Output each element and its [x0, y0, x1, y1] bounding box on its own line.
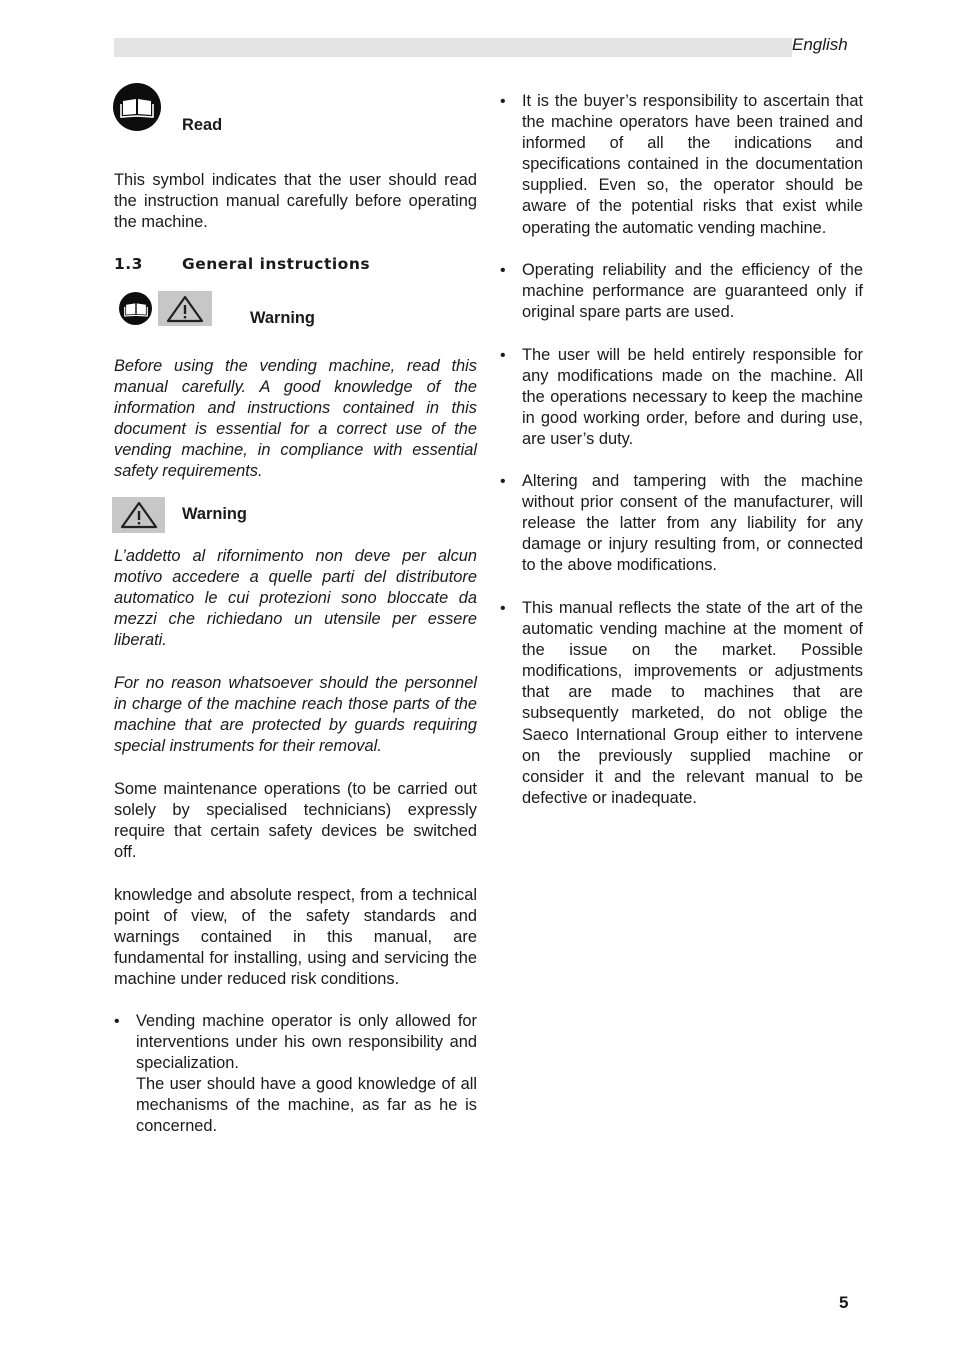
bullet-text: Vending machine operator is only allowed for interventions under his own responsibility and specialization. — [136, 1012, 477, 1073]
book-icon-glyph — [120, 96, 154, 118]
warning-label-1: Warning — [250, 309, 315, 327]
read-label: Read — [182, 116, 223, 134]
knowledge-text: knowledge and absolute respect, from a technical point of view, of the safety standards and warnings contained in this manual, are fundamental for installing, using and servicing the machine under reduced risk conditions. — [114, 886, 477, 989]
page-number: 5 — [839, 1293, 849, 1312]
warning-triangle-icon — [158, 291, 212, 326]
bullet-text: It is the buyer’s responsibility to ascertain that the machine operators have been trained and informed of all the indications and specifications contained in the documentation supplied. Even so, the operator should be aware of the potential risks that exist while operating the automatic vending machine. — [522, 92, 863, 237]
bullet-text-continued: The user should have a good knowledge of all mechanisms of the machine, as far as he is concerned. — [136, 1075, 477, 1136]
read-description: This symbol indicates that the user should read the instruction manual carefully before operating the machine. — [114, 171, 477, 232]
list-item — [500, 345, 863, 450]
bullet-text: This manual reflects the state of the art of the automatic vending machine at the moment of the issue on the market. Possible modifications, improvements or adjustments that are made to machines that are subsequently marketed, do not oblige the Saeco International Group either to intervene on the previously supplied machine or consider it and the relevant manual to be defective or inadequate. — [522, 599, 863, 807]
book-icon-small-glyph — [124, 301, 148, 317]
bullet-symbol: • — [500, 262, 506, 279]
maintenance-text: Some maintenance operations (to be carried out solely by specialised technicians) expressly require that certain safety devices be switched off. — [114, 780, 477, 862]
warning-triangle-icon-2 — [112, 497, 165, 533]
bullet-text: Operating reliability and the efficiency of the machine performance are guaranteed only if original spare parts are used. — [522, 261, 863, 322]
section-title: General instructions — [182, 255, 371, 273]
english-warning-text: For no reason whatsoever should the personnel in charge of the machine reach those parts of the machine that are protected by guards requiring special instruments for their removal. — [114, 674, 477, 756]
warning-label-2: Warning — [182, 505, 247, 523]
list-item — [500, 260, 863, 323]
header-language: English — [792, 35, 848, 54]
warning-triangle-glyph-2 — [119, 500, 159, 530]
bullet-symbol: • — [500, 347, 506, 364]
warning-triangle-glyph — [165, 294, 205, 324]
bullet-symbol: • — [500, 600, 506, 617]
bullet-symbol: • — [500, 473, 506, 490]
section-number: 1.3 — [114, 255, 143, 273]
bullet-symbol: • — [114, 1013, 120, 1030]
list-item — [500, 91, 863, 239]
italian-warning-text: L’addetto al rifornimento non deve per alcun motivo accedere a quelle parti del distributore automatico le cui protezioni sono bloccate da mezzi che richiedano un utensile per essere liberati. — [114, 547, 477, 650]
header-bar — [114, 38, 792, 57]
book-icon-small — [119, 292, 152, 325]
bullet-text: The user will be held entirely responsible for any modifications made on the machine. All the operations necessary to keep the machine in good working order, before and during use, are user’s duty. — [522, 346, 863, 449]
list-item — [114, 1011, 477, 1138]
bullet-symbol: • — [500, 93, 506, 110]
warning-text-1: Before using the vending machine, read this manual carefully. A good knowledge of the information and instructions contained in this document is essential for a correct use of the vending machine, in compliance with essential safety requirements. — [114, 357, 477, 481]
list-item — [500, 598, 863, 809]
list-item — [500, 471, 863, 576]
bullet-text: Altering and tampering with the machine without prior consent of the manufacturer, will release the latter from any liability for any damage or injury resulting from, or connected to the above modifications. — [522, 472, 863, 575]
book-icon — [113, 83, 161, 131]
